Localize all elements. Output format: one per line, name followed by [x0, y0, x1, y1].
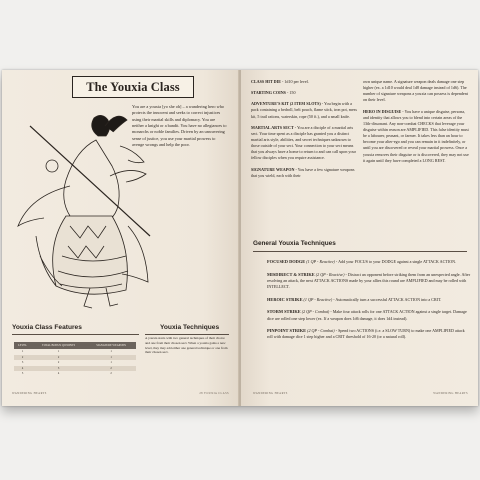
general-techniques-rule	[253, 251, 467, 252]
table-cell: 5	[21, 372, 24, 376]
general-techniques-heading: General Youxia Techniques	[253, 240, 336, 247]
left-page	[2, 70, 239, 406]
class-title: The Youxia Class	[86, 79, 180, 94]
class-features-heading: Youxia Class Features	[12, 324, 82, 331]
features-rule	[12, 334, 139, 335]
page-footer-right: WANDERING HEARTS	[433, 392, 468, 395]
right-page	[241, 70, 478, 406]
table-cell: 2	[86, 366, 136, 372]
page-footer-left: WANDERING HEARTS	[253, 392, 288, 395]
class-features-table	[14, 342, 136, 377]
rules-column-2	[363, 79, 469, 169]
table-cell: 1	[86, 355, 136, 361]
table-cell: 1	[57, 350, 60, 354]
open-book	[2, 70, 478, 406]
table-cell: 2	[57, 361, 60, 365]
rule-paragraph: SIGNATURE WEAPON - You have a few signature weapons that you wield, each with their	[251, 166, 355, 178]
table-cell: 3	[31, 366, 86, 372]
technique-entry: FOCUSED DODGE (1 QP - Reactive) - Add your FOCUS to your DODGE against a single ATTACK ACTION.	[267, 259, 457, 264]
column-header: TOTAL BONUS QI POINTS	[31, 342, 86, 349]
table-cell: 2	[110, 372, 112, 376]
table-cell: 4	[14, 366, 31, 372]
table-cell: 3	[21, 361, 24, 365]
technique-entry: MISDIRECT & STRIKE (2 QP - Reactive) - Distract an opponent before striking them from an unexpected angle. After resolving an attack, the next ATTACK ACTIONS made by your allies this round are AMPLIFIED and may be rolled with INTELLECT.	[267, 271, 471, 290]
page-footer-right: 28 YOUXIA CLASS	[199, 392, 229, 395]
techniques-rule	[145, 334, 229, 335]
page-footer-left: WANDERING HEARTS	[12, 392, 47, 395]
technique-entry: PINPOINT STRIKE (2 QP - Combat) - Spend two ACTIONS (i.e. a SLOW TURN) to make one AMPLIFIED attack roll with damage dice 1 step higher and a CRIT threshold of 16-20 (or a natural roll).	[267, 327, 465, 340]
technique-list	[267, 259, 471, 347]
youxia-techniques-heading: Youxia Techniques	[160, 324, 220, 331]
rule-paragraph: ADVENTURE'S KIT (2 ITEM SLOTS) - You begin with a pack containing a bedroll, belt pouch, flame stick, iron pot, mess kit, 5 trail rations, waterskin, rope (50 ft.), and a small knife.	[251, 101, 357, 119]
class-title-frame	[72, 76, 194, 98]
youxia-techniques-text: A youxia starts with two general techniques of their choice and one from their chosen sect. When a youxia gains a new level, they may add either one general technique or one from their chosen sect.	[145, 336, 228, 355]
class-intro: You are a youxia [yo she oh] – a wandering hero who protects the innocent and seeks to correct injustices using their martial skills and diplomacy. You are neither a knight or a bandit. You have no allegiances to monarchs or noble families. Driven by an unwavering sense of justice, you use your martial prowess to avenge wrongs and help the poor.	[132, 104, 227, 148]
table-cell: 2	[31, 355, 86, 361]
table-cell: 1	[110, 350, 112, 354]
table-cell: 1	[110, 361, 112, 365]
table-cell: 2	[14, 355, 31, 361]
table-header-row	[14, 342, 136, 349]
column-header: SIGNATURE WEAPONS	[86, 342, 136, 349]
rules-column-1	[251, 79, 357, 184]
table-cell: 1	[21, 350, 24, 354]
rule-paragraph: CLASS HIT DIE - 1d10 per level.	[251, 79, 309, 84]
rule-paragraph: own unique name. A signature weapon deals damage one step higher (ex. a 1d10 would deal 1d8 damage instead of 1d6). The number of signature weapons a youxia can possess is dependent on their level.	[363, 79, 468, 103]
rule-paragraph: STARTING COINS - 150	[251, 90, 296, 96]
rule-paragraph: MARTIAL ARTS SECT - You are a disciple of a martial arts sect. Your time spent as a disciple has granted you a distinct martial arts style, abilities, and secret techniques unknown to those outside of your sect. Your connection to your sect means that you always have a home to return to and can call upon your fellow disciples when you require assistance.	[251, 124, 356, 161]
rule-paragraph: HERO IN DISGUISE - You have a unique disguise, persona, and identity that allows you to blend into certain areas of the 13th-dissonant. Any non-combat CHECKS that leverage your disguise within reason are AMPLIFIED. This false identity must be a labourer, peasant, or farmer. It takes less than an hour to become your alter-ego and you can remain in it indefinitely, or until you are discovered or reveal your martial prowess. Once a youxia removes their disguise or is discovered, they may not use it again until they have completed a LONG REST.	[363, 108, 469, 163]
table-row	[14, 371, 136, 377]
column-header: LEVEL	[14, 342, 31, 349]
technique-entry: STORM STRIKE (2 QP - Combat) - Make four attack rolls for one ATTACK ACTION against a single target. Damage dice are rolled one step lower (ex. If a weapon does 1d6 damage, it does 1d4 instead).	[267, 309, 467, 321]
table-cell: 4	[57, 372, 60, 376]
technique-entry: HEROIC STRIKE (1 QP - Reactive) - Automatically turn a successful ATTACK ACTION into a CRIT.	[267, 296, 442, 302]
